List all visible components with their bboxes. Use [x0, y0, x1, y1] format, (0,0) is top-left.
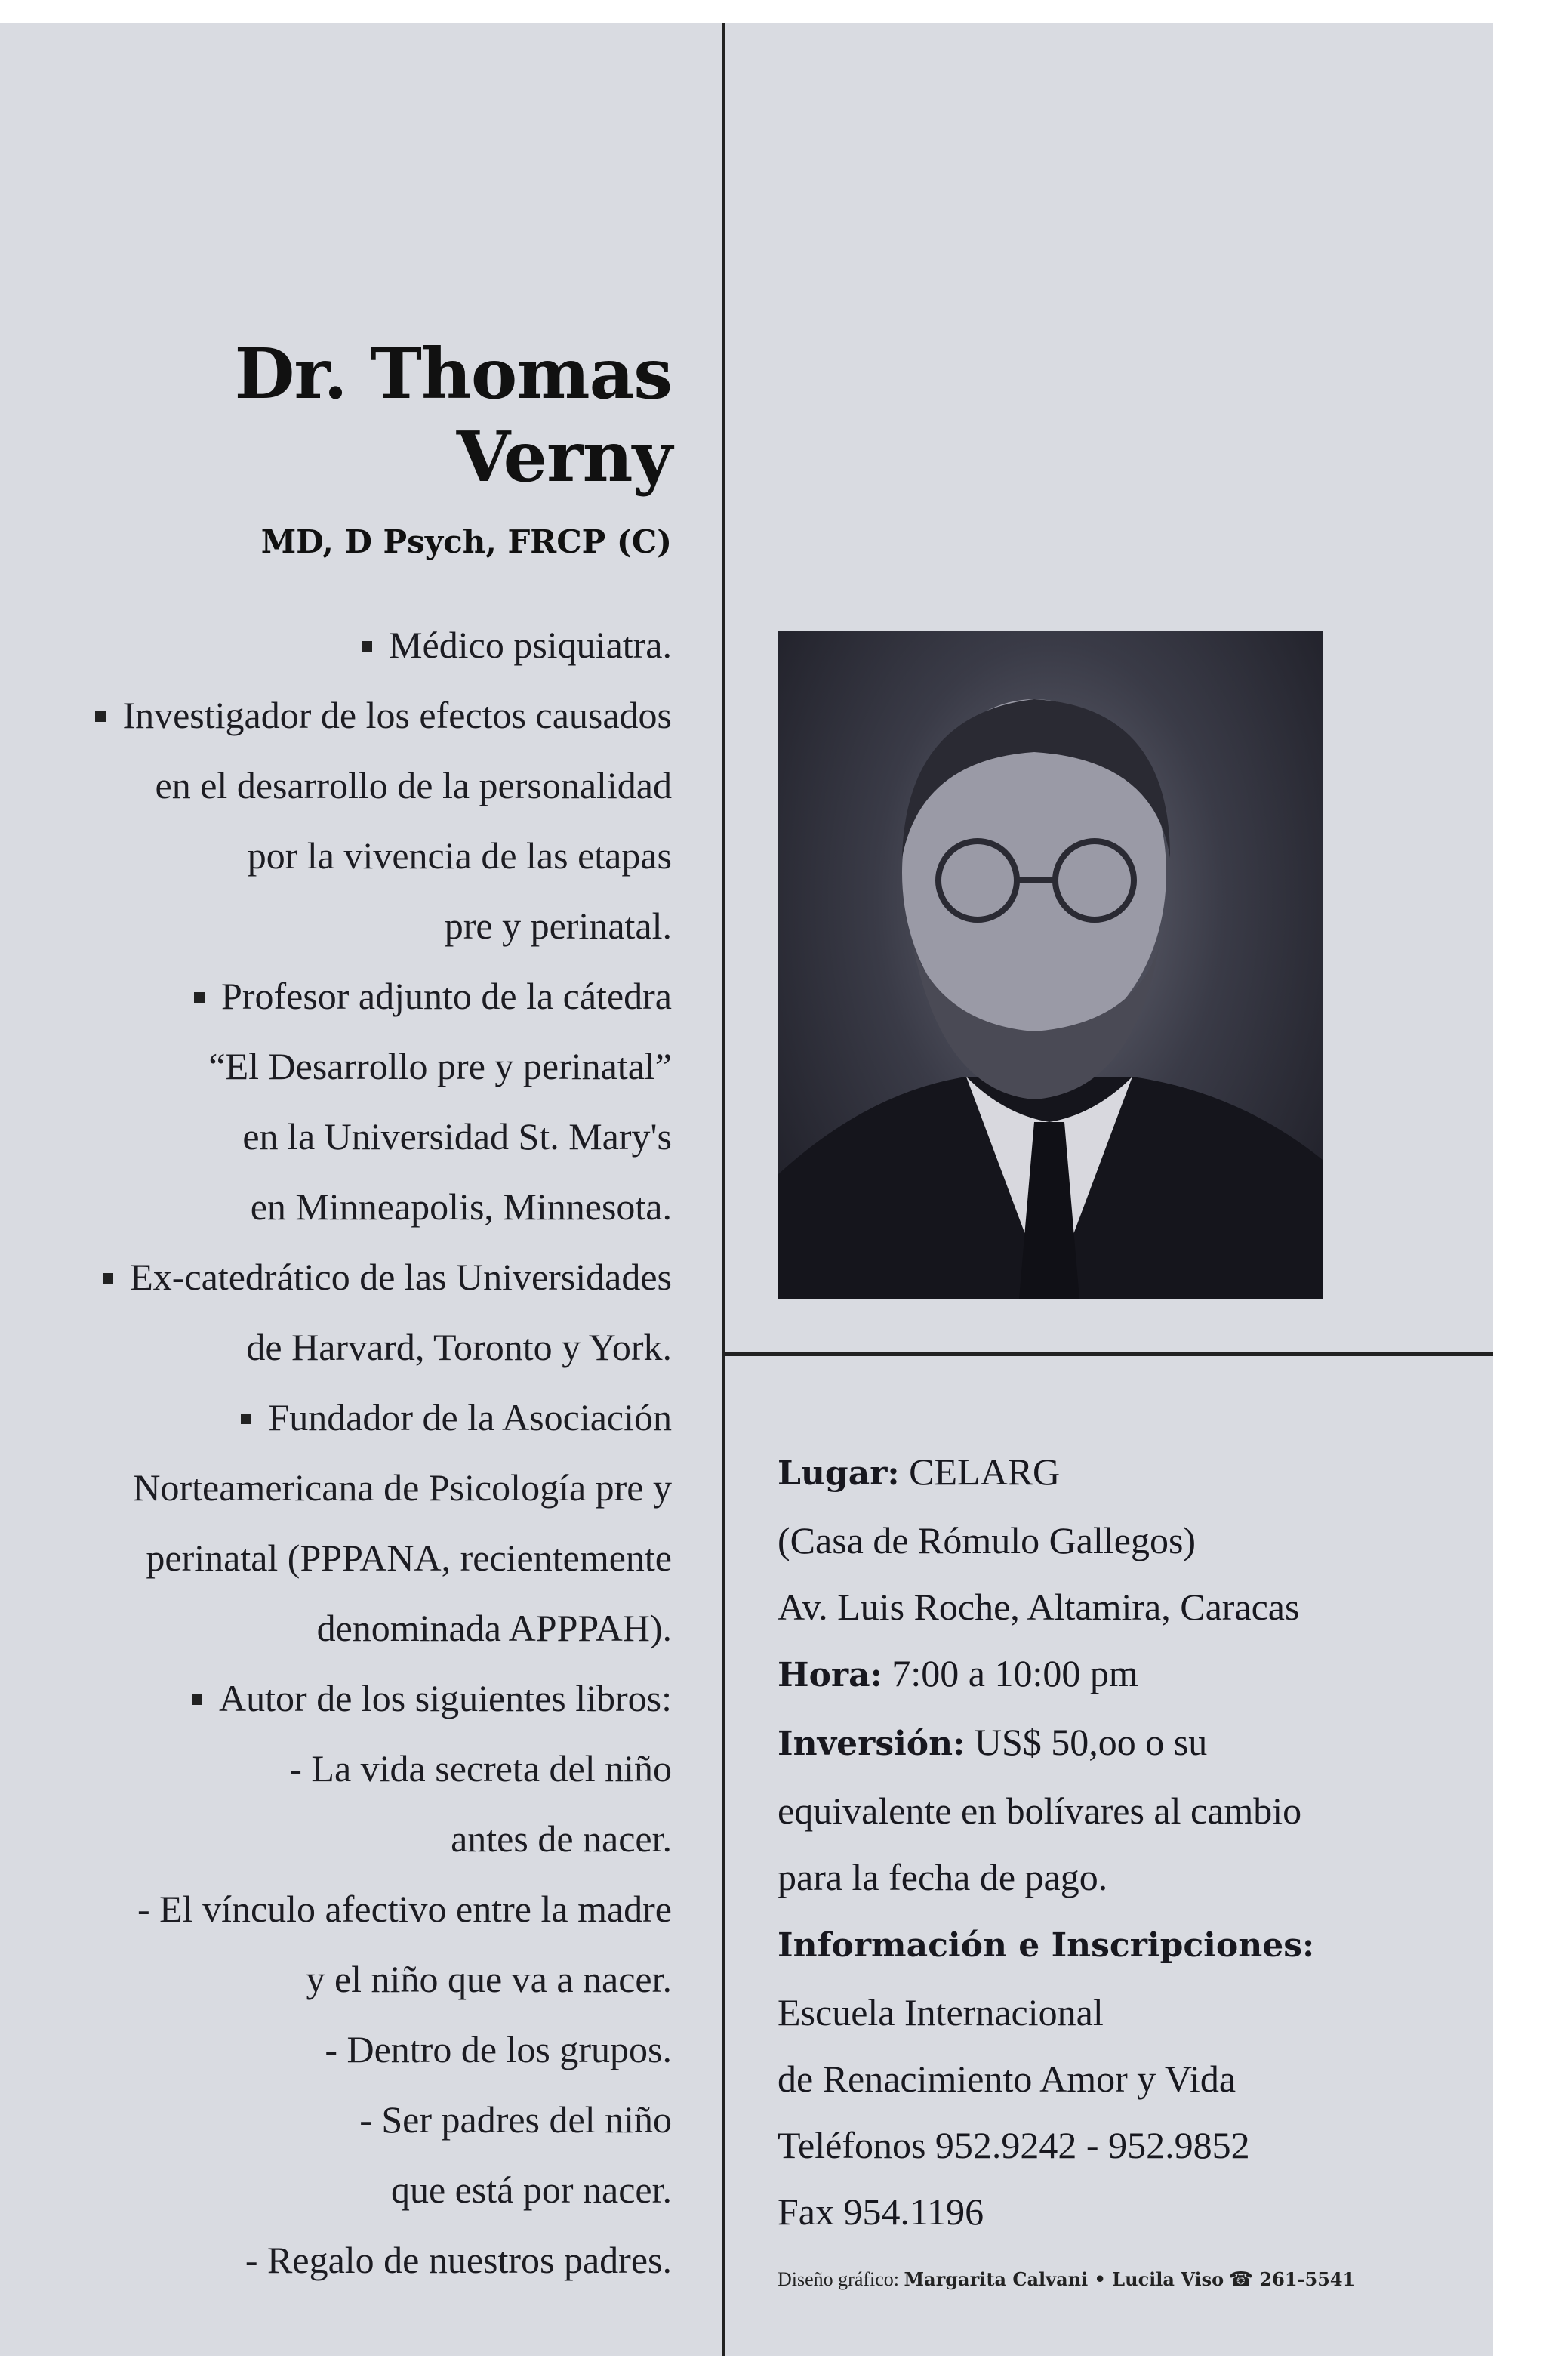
bio-line — [45, 1734, 672, 1804]
bio-line — [45, 680, 672, 751]
bio-line — [45, 2015, 672, 2085]
bio-line-text: en Minneapolis, Minnesota. — [250, 1185, 672, 1228]
info-line — [778, 2178, 1472, 2245]
info-label: Lugar: — [778, 1454, 900, 1493]
bio-line — [45, 1172, 672, 1242]
portrait-illustration — [778, 631, 1323, 1299]
info-line — [778, 1979, 1472, 2046]
info-text: US$ 50,oo o su — [965, 1721, 1208, 1763]
bio-line-text: y el niño que va a nacer. — [306, 1958, 672, 2000]
credit-prefix: Diseño gráfico: — [778, 2268, 904, 2290]
bullet-icon — [241, 1414, 251, 1424]
bullet-icon — [194, 992, 205, 1003]
speaker-bio — [45, 610, 672, 2295]
bio-line-text: Investigador de los efectos causados — [122, 694, 672, 736]
info-line — [778, 1507, 1472, 1574]
bio-line — [45, 1593, 672, 1663]
bio-line — [45, 961, 672, 1031]
bio-line-text: perinatal (PPPANA, recientemente — [146, 1537, 672, 1579]
vertical-divider — [722, 23, 725, 2356]
bio-line — [45, 2225, 672, 2295]
info-text: (Casa de Rómulo Gallegos) — [778, 1519, 1196, 1561]
info-label: Hora: — [778, 1656, 882, 1694]
design-credit — [778, 2268, 1355, 2291]
bio-line — [45, 1453, 672, 1523]
bio-line — [45, 2155, 672, 2225]
bio-line-text: “El Desarrollo pre y perinatal” — [208, 1045, 672, 1087]
bio-line-text: que está por nacer. — [390, 2169, 672, 2211]
info-line — [778, 1438, 1472, 1507]
info-line — [778, 1844, 1472, 1910]
bio-line-text: Fundador de la Asociación — [268, 1396, 672, 1438]
credit-phone: 261-5541 — [1253, 2268, 1356, 2290]
bio-line-text: - El vínculo afectivo entre la madre — [137, 1888, 672, 1930]
info-line — [778, 1640, 1472, 1709]
horizontal-divider — [725, 1352, 1493, 1356]
info-text: 7:00 a 10:00 pm — [882, 1652, 1138, 1694]
bio-line — [45, 1944, 672, 2015]
bio-line — [45, 1523, 672, 1593]
bio-line-text: - Dentro de los grupos. — [325, 2028, 672, 2070]
bio-line — [45, 1312, 672, 1383]
info-line — [778, 2112, 1472, 2178]
info-label: Información e Inscripciones: — [778, 1926, 1315, 1965]
bio-line-text: en el desarrollo de la personalidad — [155, 764, 672, 806]
bio-line — [45, 1031, 672, 1102]
info-text: de Renacimiento Amor y Vida — [778, 2058, 1236, 2100]
bio-line — [45, 1242, 672, 1312]
info-text: Teléfonos 952.9242 - 952.9852 — [778, 2124, 1250, 2166]
bio-line — [45, 1804, 672, 1874]
info-line — [778, 1910, 1472, 1979]
info-text: Av. Luis Roche, Altamira, Caracas — [778, 1586, 1300, 1628]
speaker-column — [45, 332, 672, 2295]
bio-line-text: - Ser padres del niño — [359, 2098, 672, 2141]
event-info — [778, 1438, 1472, 2245]
bio-line — [45, 751, 672, 821]
bullet-icon — [362, 641, 372, 652]
bio-line-text: denominada APPPAH). — [316, 1607, 672, 1649]
bio-line-text: Ex-catedrático de las Universidades — [130, 1256, 672, 1298]
bio-line — [45, 1663, 672, 1734]
credit-designers: Margarita Calvani • Lucila Viso — [904, 2268, 1224, 2290]
bio-line-text: por la vivencia de las etapas — [247, 834, 672, 877]
info-text: Fax 954.1196 — [778, 2190, 984, 2233]
bio-line — [45, 1874, 672, 1944]
info-line — [778, 1574, 1472, 1640]
info-text: CELARG — [899, 1451, 1061, 1493]
info-text: para la fecha de pago. — [778, 1856, 1108, 1898]
bio-line-text: - La vida secreta del niño — [289, 1747, 672, 1790]
bio-line-text: de Harvard, Toronto y York. — [246, 1326, 672, 1368]
info-line — [778, 1777, 1472, 1844]
bio-line-text: antes de nacer. — [451, 1817, 672, 1860]
speaker-photo — [778, 631, 1323, 1299]
bio-line — [45, 2085, 672, 2155]
bio-line — [45, 1383, 672, 1453]
info-text: Escuela Internacional — [778, 1991, 1104, 2033]
bio-line — [45, 891, 672, 961]
bio-line — [45, 1102, 672, 1172]
bio-line-text: Médico psiquiatra. — [389, 624, 672, 666]
info-label: Inversión: — [778, 1725, 965, 1763]
bio-line-text: en la Universidad St. Mary's — [242, 1115, 672, 1158]
bio-line-text: Autor de los siguientes libros: — [219, 1677, 672, 1719]
speaker-name: Dr. Thomas Verny — [234, 333, 672, 498]
bio-line-text: - Regalo de nuestros padres. — [245, 2239, 672, 2281]
bio-line-text: Norteamericana de Psicología pre y — [133, 1466, 672, 1509]
speaker-credentials: MD, D Psych, FRCP (C) — [260, 523, 672, 560]
info-text: equivalente en bolívares al cambio — [778, 1790, 1302, 1832]
bio-line-text: Profesor adjunto de la cátedra — [221, 975, 672, 1017]
bio-line — [45, 821, 672, 891]
bullet-icon — [103, 1273, 113, 1284]
bio-line-text: pre y perinatal. — [444, 905, 672, 947]
info-line — [778, 1709, 1472, 1777]
telephone-icon: ☎ — [1228, 2268, 1254, 2290]
bullet-icon — [95, 711, 106, 722]
bio-line — [45, 610, 672, 680]
bullet-icon — [192, 1694, 202, 1705]
info-line — [778, 2046, 1472, 2112]
